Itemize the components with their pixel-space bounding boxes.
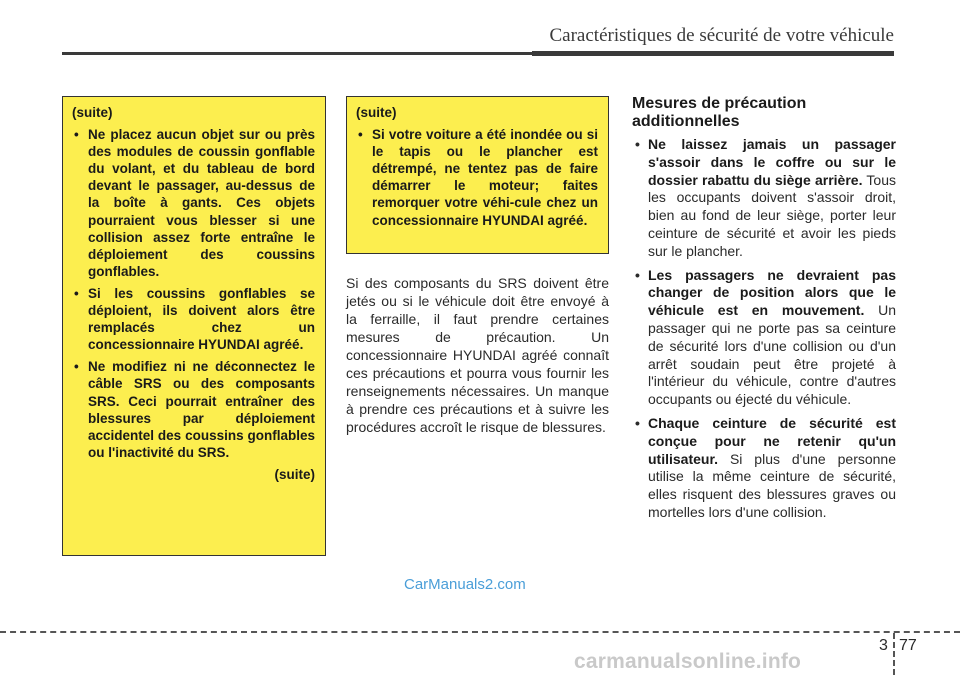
precaution-item-lead: Chaque ceinture de sécurité est conçue pour ne retenir qu'un utilisateur. (648, 414, 896, 467)
precaution-item-lead: Les passagers ne devraient pas changer de position alors que le véhicule est en mouvement. (648, 266, 896, 319)
warning-item-replace-airbags: • Si les coussins gonflables se déploient, ils doivent alors être remplacés chez un concessionnaire HYUNDAI agréé. (72, 285, 315, 353)
additional-precautions-section (632, 95, 896, 528)
warning-item-flooded-vehicle: • Si votre voiture a été inondée ou si le tapis ou le plancher est détrempé, ne tentez pas de faire démarrer le moteur; faites remorquer votre véhi-cule chez un concessionnaire HYUNDAI agréé. (356, 126, 598, 229)
warning-list (356, 126, 598, 229)
section-number: 3 (879, 637, 888, 654)
warning-box-continued (62, 96, 326, 556)
precaution-item-text: Tous les occupants doivent s'assoir droit, bien au fond de leur siège, porter leur ceinture de sécurité et avoir les pieds sur le plancher. (648, 171, 896, 259)
warning-item-objects: • Ne placez aucun objet sur ou près des modules de coussin gonflable du volant, et du tableau de bord devant le passager, au-dessus de la boîte à gants. Ces objets pourraient vous blesser si une collision assez forte entraîne le déploiement des coussins gonflables. (72, 126, 315, 280)
section-heading: Mesures de précaution additionnelles (632, 95, 807, 130)
warning-item-srs-wiring: • Ne modifiez ni ne déconnectez le câble SRS ou des composants SRS. Ceci pourrait entraîner des blessures par déploiement accidentel des coussins gonflables ou l'inactivité du SRS. (72, 358, 315, 461)
precaution-item-lead: Ne laissez jamais un passager s'assoir dans le coffre ou sur le dossier rabattu du siège arrière. (648, 136, 896, 188)
page-header-title: Caractéristiques de sécurité de votre véhicule (549, 25, 894, 46)
warning-box-continued-label: (suite) (274, 466, 315, 482)
warning-list (72, 126, 315, 461)
precaution-item-trunk (632, 136, 896, 261)
footer-rule (0, 631, 960, 633)
precaution-item-text: Un passager qui ne porte pas sa ceinture de sécurité lors d'une collision ou d'un arrêt soudain peut être projeté à l'intérieur du véhicule, contre d'autres occupants ou éjecté du véhicule. (648, 302, 896, 408)
header-rule-accent (532, 51, 894, 56)
precaution-item-position (632, 267, 896, 409)
watermark-carmanualsonline: carmanualsonline.info (574, 650, 802, 673)
page-number: 77 (899, 637, 917, 654)
precautions-list (632, 136, 896, 522)
warning-box-heading: (suite) (72, 105, 113, 120)
precaution-item-one-belt (632, 415, 896, 522)
srs-disposal-paragraph: Si des composants du SRS doivent être jetés ou si le véhicule doit être envoyé à la ferraille, il faut prendre certaines mesures de précaution. Un concessionnaire HYUNDAI agréé connaît ces précautions et pourra vous fournir les renseignements nécessaires. Un manque à prendre ces précautions et à suivre les procédures accroît le risque de blessures. (346, 275, 609, 435)
warning-box-heading: (suite) (356, 105, 397, 120)
page-number-separator (893, 633, 895, 675)
warning-box-flood (346, 96, 609, 254)
watermark-carmanuals2: CarManuals2.com (404, 576, 526, 593)
precaution-item-text: Si plus d'une personne utilise la même ceinture de sécurité, elles risquent des blessures graves ou mortelles lors d'une collision. (648, 450, 896, 520)
